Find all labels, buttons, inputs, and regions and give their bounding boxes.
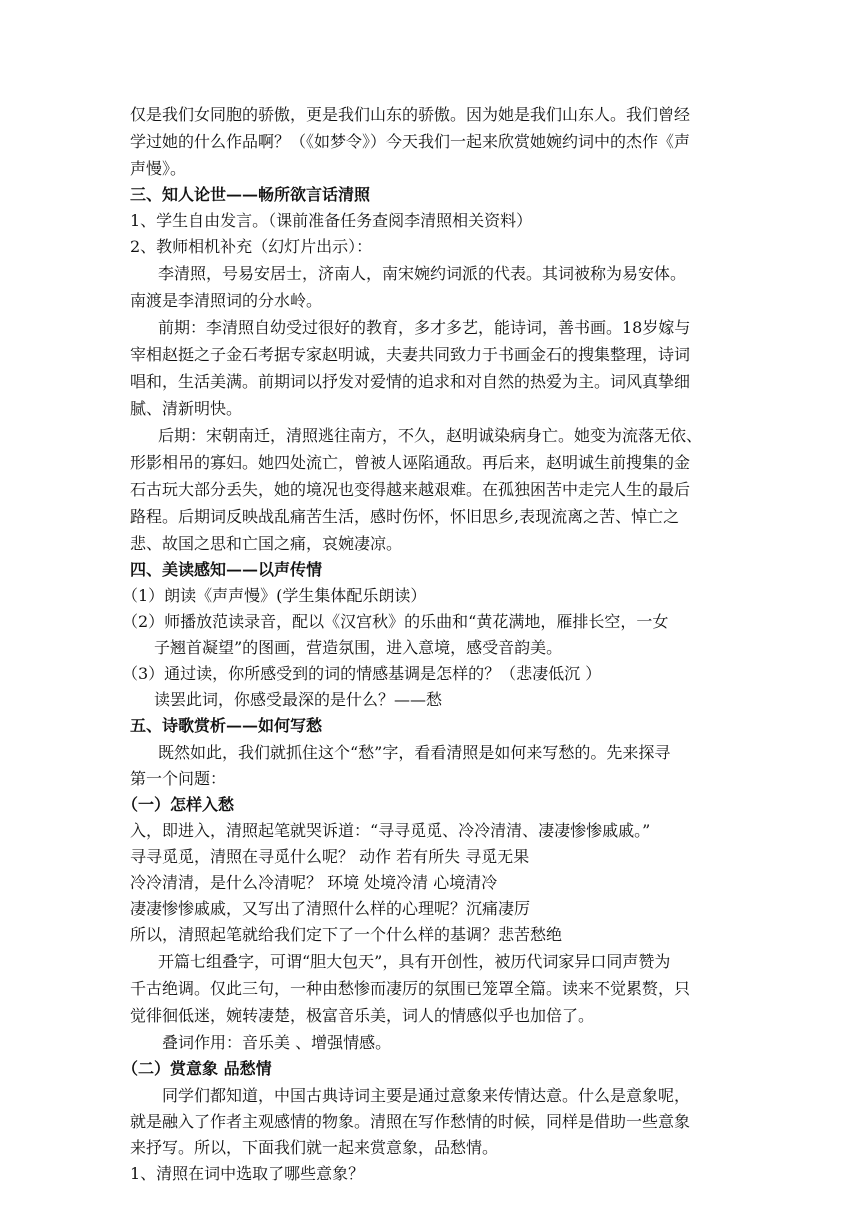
text-line: 后期：宋朝南迁，清照逃往南方，不久，赵明诚染病身亡。她变为流落无依、 [158,426,703,445]
text-line: 1、清照在词中选取了哪些意象？ [130,1164,365,1183]
text-line: 石古玩大部分丢失，她的境况也变得越来越艰难。在孤独困苦中走完人生的最后 [130,480,691,499]
subsection-heading: （二）赏意象 品愁情 [122,1059,272,1078]
text-line: 觉徘徊低迷，婉转凄楚，极富音乐美，词人的情感似乎也加倍了。 [130,1006,595,1025]
text-line: 子翘首凝望”的图画，营造氛围，进入意境，感受音韵美。 [154,638,563,657]
text-line: 第一个问题： [130,769,227,788]
text-line: 南渡是李清照词的分水岭。 [130,291,323,310]
text-line: 寻寻觅觅，清照在寻觅什么呢？ 动作 若有所失 寻觅无果 [130,847,530,866]
text-line: 既然如此，我们就抓住这个“愁”字，看看清照是如何来写愁的。先来探寻 [158,743,671,762]
text-line: 开篇七组叠字，可谓“胆大包天”，具有开创性，被历代词家异口同声赞为 [158,952,671,971]
section-heading: 四、美读感知——以声传情 [130,560,323,579]
text-line: 所以，清照起笔就给我们定下了一个什么样的基调？悲苦愁绝 [130,925,563,944]
text-line: 就是融入了作者主观感情的物象。清照在写作愁情的时候，同样是借助一些意象 [130,1112,691,1131]
text-line: 学过她的什么作品啊？（《如梦令》）今天我们一起来欣赏她婉约词中的杰作《声 [130,132,691,151]
section-heading: 五、诗歌赏析——如何写愁 [130,716,323,735]
text-line: 李清照，号易安居士，济南人，南宋婉约词派的代表。其词被称为易安体。 [158,264,687,283]
subsection-heading: （一）怎样入愁 [122,795,235,814]
text-line: 路程。后期词反映战乱痛苦生活，感时伤怀，怀旧思乡,表现流离之苦、悼亡之 [130,507,680,526]
text-line: 读罢此词，你感受最深的是什么？——愁 [154,690,443,709]
text-line: 2、教师相机补充（幻灯片出示）： [130,237,373,256]
text-line: （3）通过读，你所感受到的词的情感基调是怎样的？（悲凄低沉 ） [122,664,602,683]
text-line: 声慢》。 [130,159,187,178]
text-line: 来抒写。所以，下面我们就一起来赏意象，品愁情。 [130,1138,499,1157]
text-line: 悲、故国之思和亡国之痛，哀婉凄凉。 [130,534,403,553]
text-line: 仅是我们女同胞的骄傲，更是我们山东的骄傲。因为她是我们山东人。我们曾经 [130,105,691,124]
text-line: （1）朗读《声声慢》(学生集体配乐朗读） [122,586,427,605]
text-line: 入，即进入，清照起笔就哭诉道：“寻寻觅觅、冷冷清清、凄凄惨惨戚戚。” [130,821,651,840]
text-line: 叠词作用：音乐美 、增强情感。 [162,1033,392,1052]
text-line: 唱和，生活美满。前期词以抒发对爱情的追求和对自然的热爱为主。词风真挚细 [130,372,691,391]
section-heading: 三、知人论世——畅所欲言话清照 [130,185,371,204]
text-line: 千古绝调。仅此三句，一种由愁惨而凄厉的氛围已笼罩全篇。读来不觉累赘，只 [130,979,691,998]
text-line: （2）师播放范读录音，配以《汉宫秋》的乐曲和“黄花满地，雁排长空，一女 [122,612,669,631]
text-line: 冷冷清清，是什么冷清呢？ 环境 处境冷清 心境清冷 [130,873,498,892]
text-line: 同学们都知道，中国古典诗词主要是通过意象来传情达意。什么是意象呢， [162,1086,691,1105]
text-line: 前期：李清照自幼受过很好的教育，多才多艺，能诗词，善书画。18岁嫁与 [158,318,691,337]
text-line: 腻、清新明快。 [130,399,243,418]
text-line: 1、学生自由发言。（课前准备任务查阅李清照相关资料） [130,211,533,230]
text-line: 凄凄惨惨戚戚，又写出了清照什么样的心理呢？沉痛凄厉 [130,899,531,918]
text-line: 形影相吊的寡妇。她四处流亡，曾被人诬陷通敌。再后来，赵明诚生前搜集的金 [130,453,691,472]
text-line: 宰相赵挺之子金石考据专家赵明诚，夫妻共同致力于书画金石的搜集整理，诗词 [130,345,691,364]
